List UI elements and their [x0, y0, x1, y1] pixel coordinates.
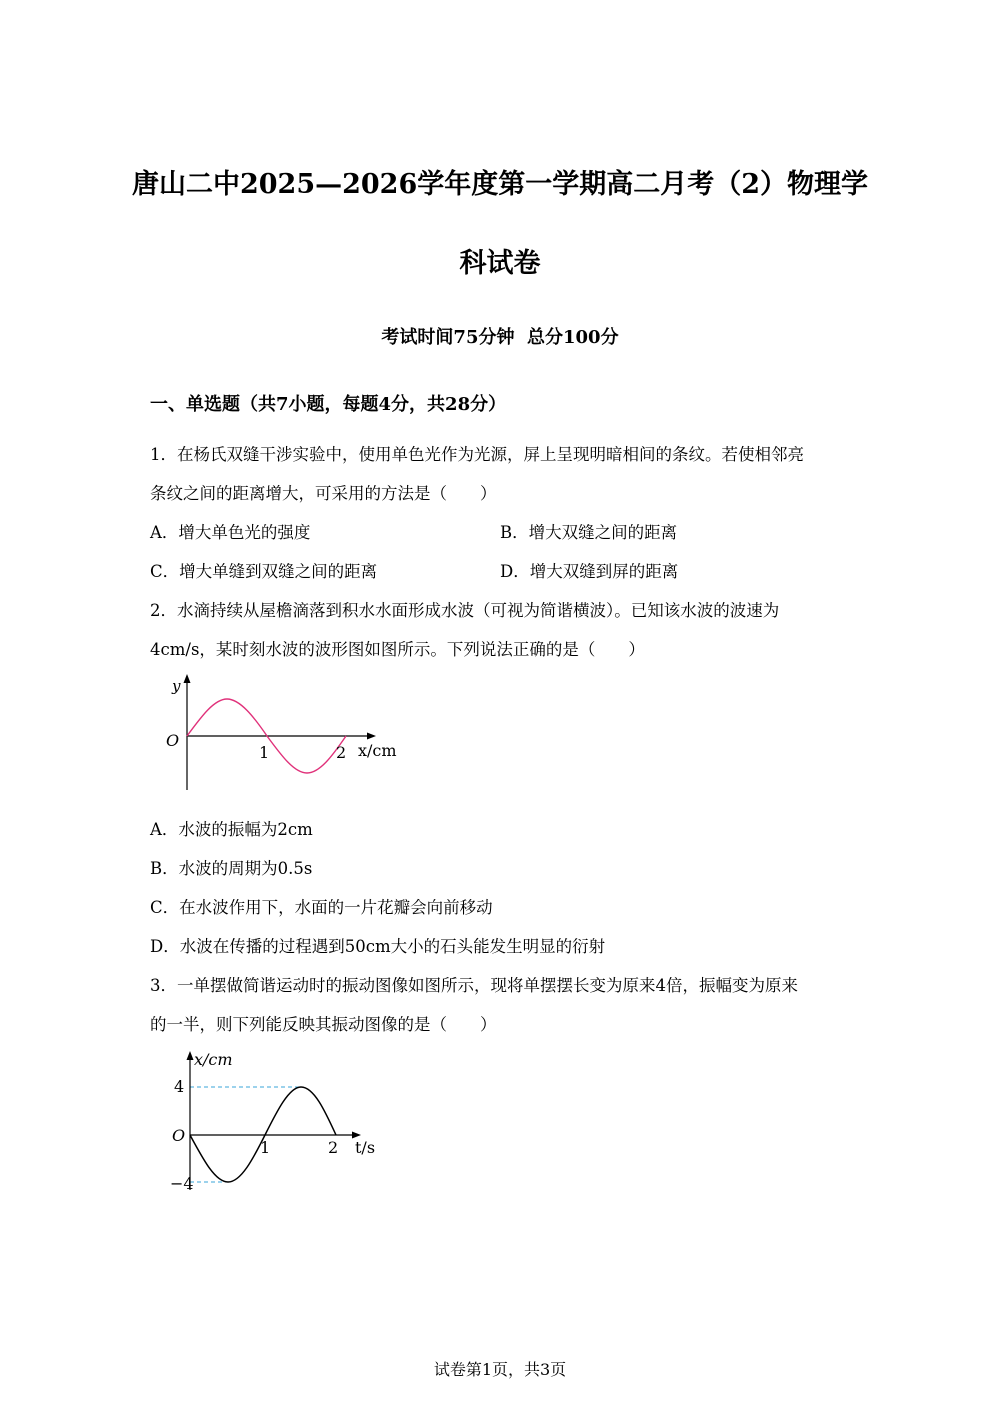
q3-x-label: t/s	[355, 1138, 376, 1157]
q2-option-d: D．水波在传播的过程遇到50cm大小的石头能发生明显的衍射	[150, 937, 606, 956]
q3-origin-label: O	[172, 1126, 186, 1145]
q3-stem-line1: 3．一单摆做简谐运动时的振动图像如图所示，现将单摆摆长变为原来4倍，振幅变为原来	[150, 976, 798, 995]
exam-title-line1: 唐山二中2025—2026学年度第一学期高二月考（2）物理学	[131, 169, 869, 200]
q3-y-max-label: 4	[174, 1077, 185, 1096]
q3-y-arrow	[187, 1051, 194, 1060]
q1-stem-line1: 1．在杨氏双缝干涉实验中，使用单色光作为光源，屏上呈现明暗相间的条纹。若使相邻亮	[150, 445, 804, 464]
q2-stem-line1: 2．水滴持续从屋檐滴落到积水水面形成水波（可视为简谐横波）。已知该水波的波速为	[150, 601, 780, 620]
q1-option-a: A．增大单色光的强度	[150, 523, 311, 542]
q1-stem-line2: 条纹之间的距离增大，可采用的方法是（ ）	[150, 484, 497, 503]
q2-stem-line2: 4cm/s，某时刻水波的波形图如图所示。下列说法正确的是（ ）	[150, 640, 645, 659]
q3-tick-1: 1	[260, 1138, 271, 1157]
q2-x-label: x/cm	[358, 741, 397, 760]
q3-stem-line2: 的一半，则下列能反映其振动图像的是（ ）	[150, 1015, 497, 1034]
q1-option-d: D．增大双缝到屏的距离	[500, 562, 679, 581]
q3-tick-2: 2	[328, 1138, 339, 1157]
q2-wave-figure	[150, 670, 410, 800]
q1-option-c: C．增大单缝到双缝之间的距离	[150, 562, 378, 581]
q2-tick-2: 2	[336, 743, 347, 762]
page-footer: 试卷第1页，共3页	[433, 1360, 567, 1379]
q1-option-b: B．增大双缝之间的距离	[500, 523, 678, 542]
exam-subtitle: 考试时间75分钟 总分100分	[381, 327, 619, 348]
q3-y-label: x/cm	[194, 1050, 233, 1069]
section-heading: 一、单选题（共7小题，每题4分，共28分）	[150, 394, 507, 415]
q2-option-a: A．水波的振幅为2cm	[150, 820, 313, 839]
q2-option-c: C．在水波作用下，水面的一片花瓣会向前移动	[150, 898, 493, 917]
q2-origin-label: O	[166, 731, 180, 750]
q3-oscillation-figure	[150, 1045, 390, 1200]
exam-title-line2: 科试卷	[459, 248, 541, 279]
q2-option-b: B．水波的周期为0.5s	[150, 859, 313, 878]
q2-y-label: y	[172, 677, 181, 695]
q2-y-arrow	[184, 674, 191, 683]
q2-tick-1: 1	[259, 743, 270, 762]
q2-x-arrow	[367, 733, 376, 740]
q3-y-min-label: −4	[170, 1174, 194, 1193]
